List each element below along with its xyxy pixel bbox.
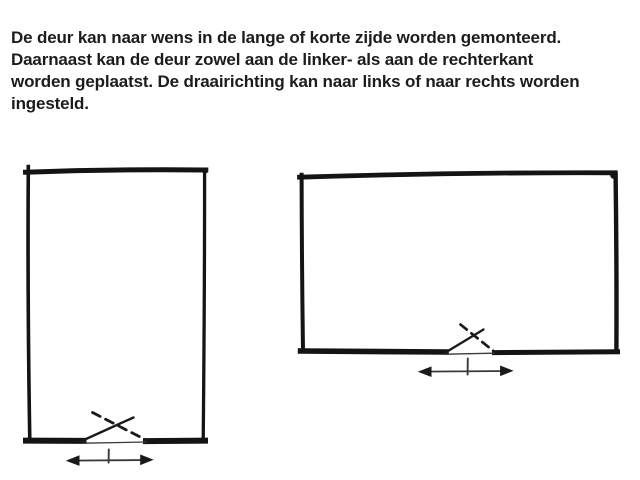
arrowhead-left bbox=[66, 455, 80, 466]
arrowhead-right bbox=[140, 455, 154, 466]
wall-right bbox=[203, 169, 204, 441]
intro-line-1: De deur kan naar wens in de lange of korte zijde worden gemonteerd. bbox=[11, 28, 562, 47]
dimension-arrow-line bbox=[69, 460, 151, 461]
floor-plan-landscape bbox=[300, 172, 618, 377]
dimension-arrow-line bbox=[422, 371, 511, 372]
door-swing-dashed-line bbox=[93, 413, 148, 441]
wall-right bbox=[616, 174, 617, 351]
arrowhead-right bbox=[500, 366, 513, 377]
corner-blob-top-right bbox=[202, 168, 208, 174]
door-swing-solid-line bbox=[446, 330, 484, 353]
wall-left bbox=[302, 175, 303, 352]
wall-bottom-right-of-door bbox=[495, 352, 618, 353]
arrowhead-left bbox=[418, 366, 432, 377]
door-threshold-line bbox=[446, 353, 494, 354]
corner-blob-top-right bbox=[610, 172, 617, 179]
intro-line-4: ingesteld. bbox=[11, 94, 89, 113]
wall-bottom-left-of-door bbox=[301, 351, 446, 352]
intro-line-3: worden geplaatst. De draairichting kan naar links of naar rechts worden bbox=[11, 72, 580, 91]
wall-bottom-right-of-door bbox=[146, 441, 205, 442]
door-threshold-line bbox=[83, 442, 147, 443]
wall-left bbox=[28, 167, 30, 442]
door-swing-dashed-line bbox=[461, 325, 495, 352]
intro-line-2: Daarnaast kan de deur zowel aan de linker- als aan de rechterkant bbox=[11, 50, 534, 69]
floor-plan-portrait bbox=[26, 167, 209, 466]
wall-top bbox=[300, 173, 616, 177]
wall-top bbox=[26, 170, 206, 172]
